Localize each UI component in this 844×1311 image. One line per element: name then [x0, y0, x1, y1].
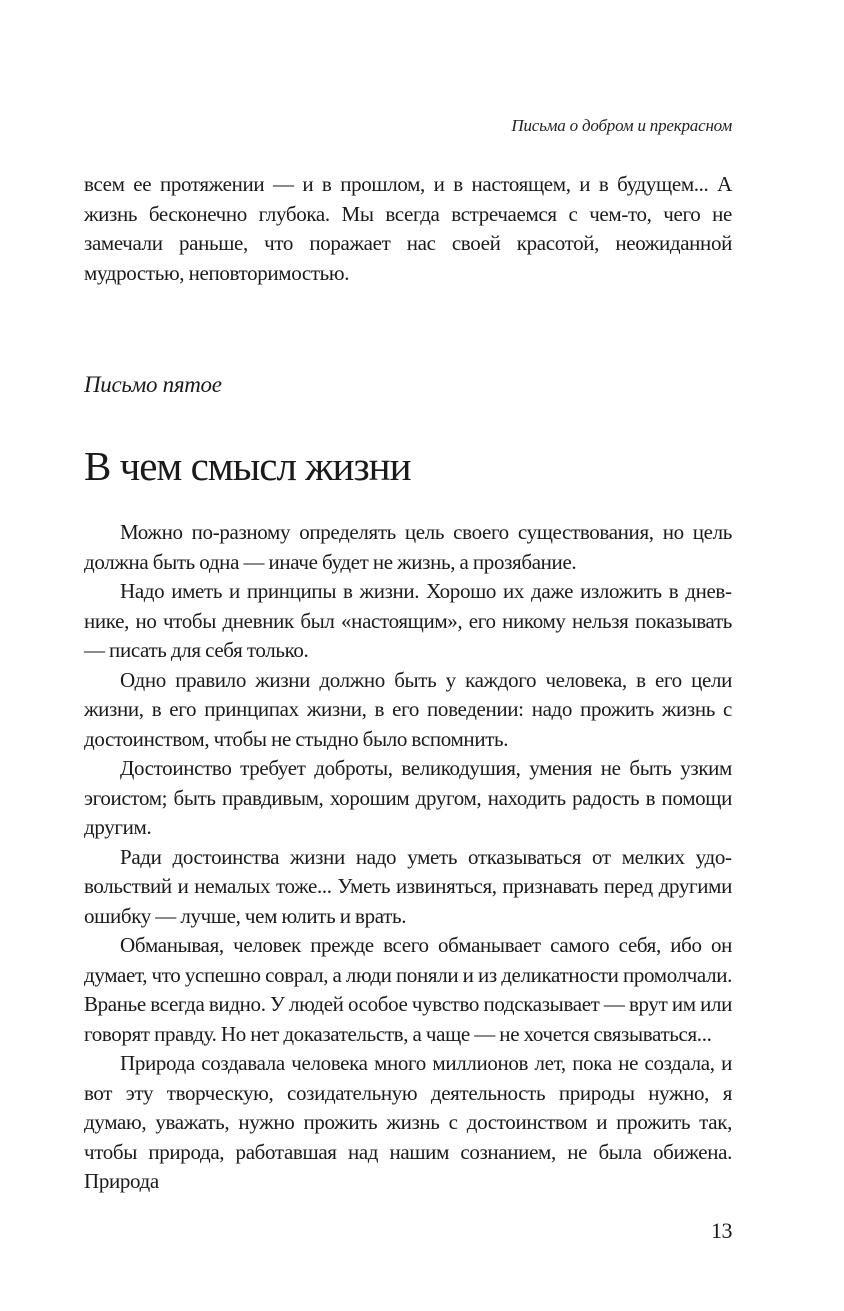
chapter-title: В чем смысл жизни	[84, 443, 411, 489]
paragraph: Природа создавала человека много миллионов лет, пока не создала, и вот эту творческую, созидательную деятельность природы нужно, я думаю, уважать, нужно прожить жизнь с достоинством и прожить так, чтобы природа, работавшая над нашим сознанием, не была обижена. Природа	[84, 1051, 732, 1193]
paragraph: Можно по-разному определять цель своего существования, но цель должна быть одна — иначе будет не жизнь, а прозябание.	[84, 520, 732, 574]
page-number: 13	[711, 1218, 732, 1243]
paragraph: Надо иметь и принципы в жизни. Хорошо их даже изложить в дневнике, но чтобы дневник был «настоящим», его никому нельзя показывать — писать для себя только.	[84, 579, 732, 662]
paragraph: Ради достоинства жизни надо уметь отказываться от мелких удовольствий и немалых тоже... Уметь извиняться, признавать перед другими ошибку — лучше, чем юлить и врать.	[84, 844, 732, 928]
running-header: Письма о добром и прекрасном	[511, 116, 732, 135]
paragraph: Достоинство требует доброты, великодушия, умения не быть узким эгоистом; быть правдивым, хорошим другом, находить радость в помощи другим.	[84, 756, 732, 839]
paragraph: Одно правило жизни должно быть у каждого человека, в его цели жизни, в его принципах жизни, в его поведении: надо прожить жизнь с достоинством, чтобы не стыдно было вспомнить.	[84, 667, 732, 751]
chapter-body	[84, 518, 732, 1197]
continued-paragraph-block	[84, 170, 732, 288]
letter-label: Письмо пятое	[84, 372, 222, 397]
paragraph: Обманывая, человек прежде всего обманывает самого себя, ибо он думает, что успешно соврал, а люди поняли и из деликатности промолчали. Вранье всегда видно. У людей особое чувство подсказывает — врут им или говорят правду. Но нет доказательств, а чаще — не хочется связываться...	[84, 933, 732, 1046]
continued-paragraph: всем ее протяжении — и в прошлом, и в настоящем, и в будущем... А жизнь бесконечно глубока. Мы всегда встречаемся с чем-то, чего не замечали раньше, что поражает нас своей красотой, неожиданной мудростью, неповторимостью.	[84, 172, 732, 285]
